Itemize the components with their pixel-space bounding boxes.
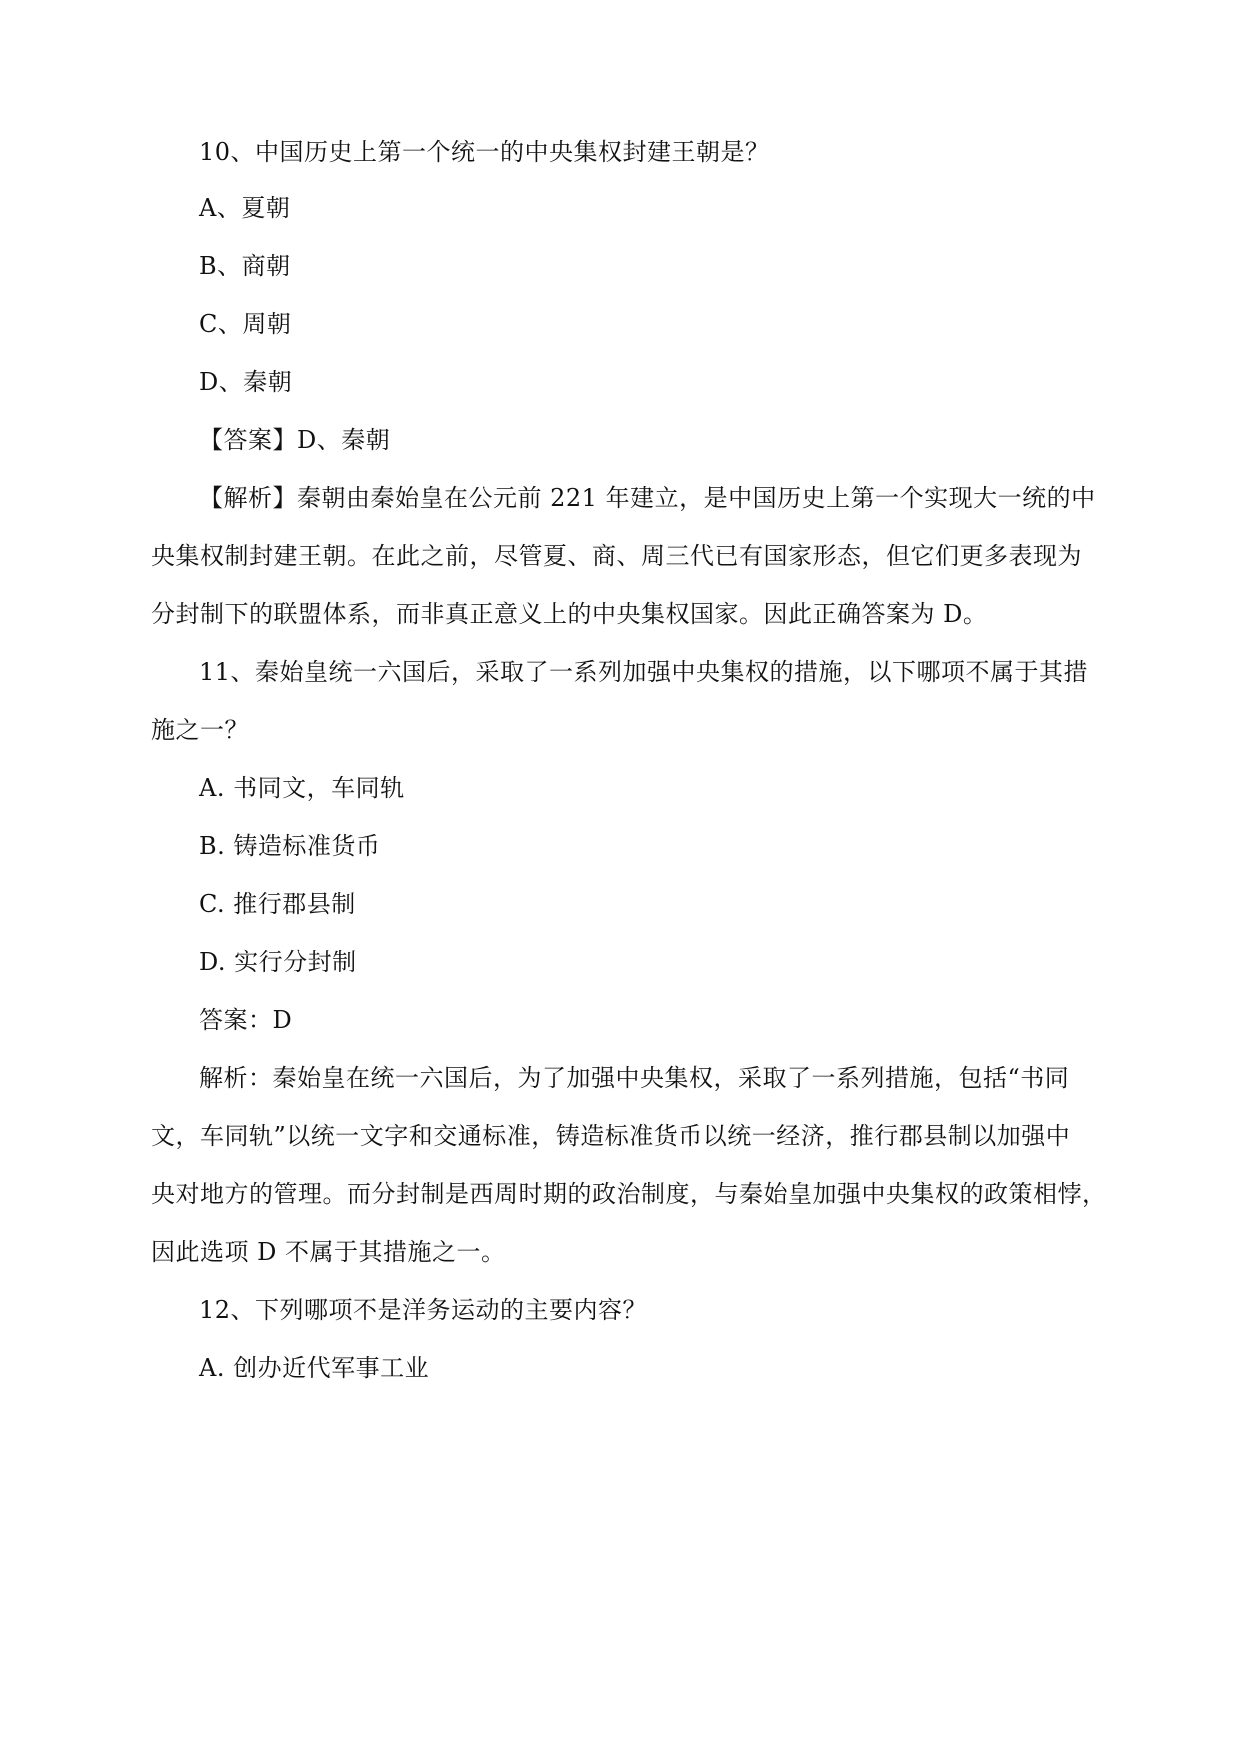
q10-analysis-line: 央集权制封建王朝。在此之前，尽管夏、商、周三代已有国家形态，但它们更多表现为 [151, 542, 1082, 570]
question-12: 12、下列哪项不是洋务运动的主要内容？ [199, 1296, 648, 1324]
q10-answer: 【答案】D、秦朝 [199, 426, 391, 454]
q11-answer: 答案：D [199, 1006, 293, 1034]
q11-analysis-line: 因此选项 D 不属于其措施之一。 [151, 1238, 506, 1266]
question-10: 10、中国历史上第一个统一的中央集权封建王朝是？ [199, 138, 770, 166]
q10-option-c: C、周朝 [199, 310, 292, 338]
q10-analysis-line: 【解析】秦朝由秦始皇在公元前 221 年建立，是中国历史上第一个实现大一统的中 [199, 484, 1096, 512]
question-11-cont: 施之一？ [151, 716, 249, 744]
q10-option-b: B、商朝 [199, 252, 291, 280]
q10-option-a: A、夏朝 [199, 194, 291, 222]
q11-analysis-line: 央对地方的管理。而分封制是西周时期的政治制度，与秦始皇加强中央集权的政策相悖， [151, 1180, 1107, 1208]
q10-option-d: D、秦朝 [199, 368, 293, 396]
q11-analysis-line: 解析：秦始皇在统一六国后，为了加强中央集权，采取了一系列措施，包括“书同 [199, 1064, 1070, 1092]
q12-option-a: A. 创办近代军事工业 [199, 1354, 430, 1382]
q11-option-b: B. 铸造标准货币 [199, 832, 381, 860]
q10-analysis-line: 分封制下的联盟体系，而非真正意义上的中央集权国家。因此正确答案为 D。 [151, 600, 988, 628]
q11-option-d: D. 实行分封制 [199, 948, 357, 976]
question-11: 11、秦始皇统一六国后，采取了一系列加强中央集权的措施，以下哪项不属于其措 [199, 658, 1089, 686]
q11-option-a: A. 书同文，车同轨 [199, 774, 405, 802]
q11-option-c: C. 推行郡县制 [199, 890, 356, 918]
q11-analysis-line: 文，车同轨”以统一文字和交通标准，铸造标准货币以统一经济，推行郡县制以加强中 [151, 1122, 1071, 1150]
